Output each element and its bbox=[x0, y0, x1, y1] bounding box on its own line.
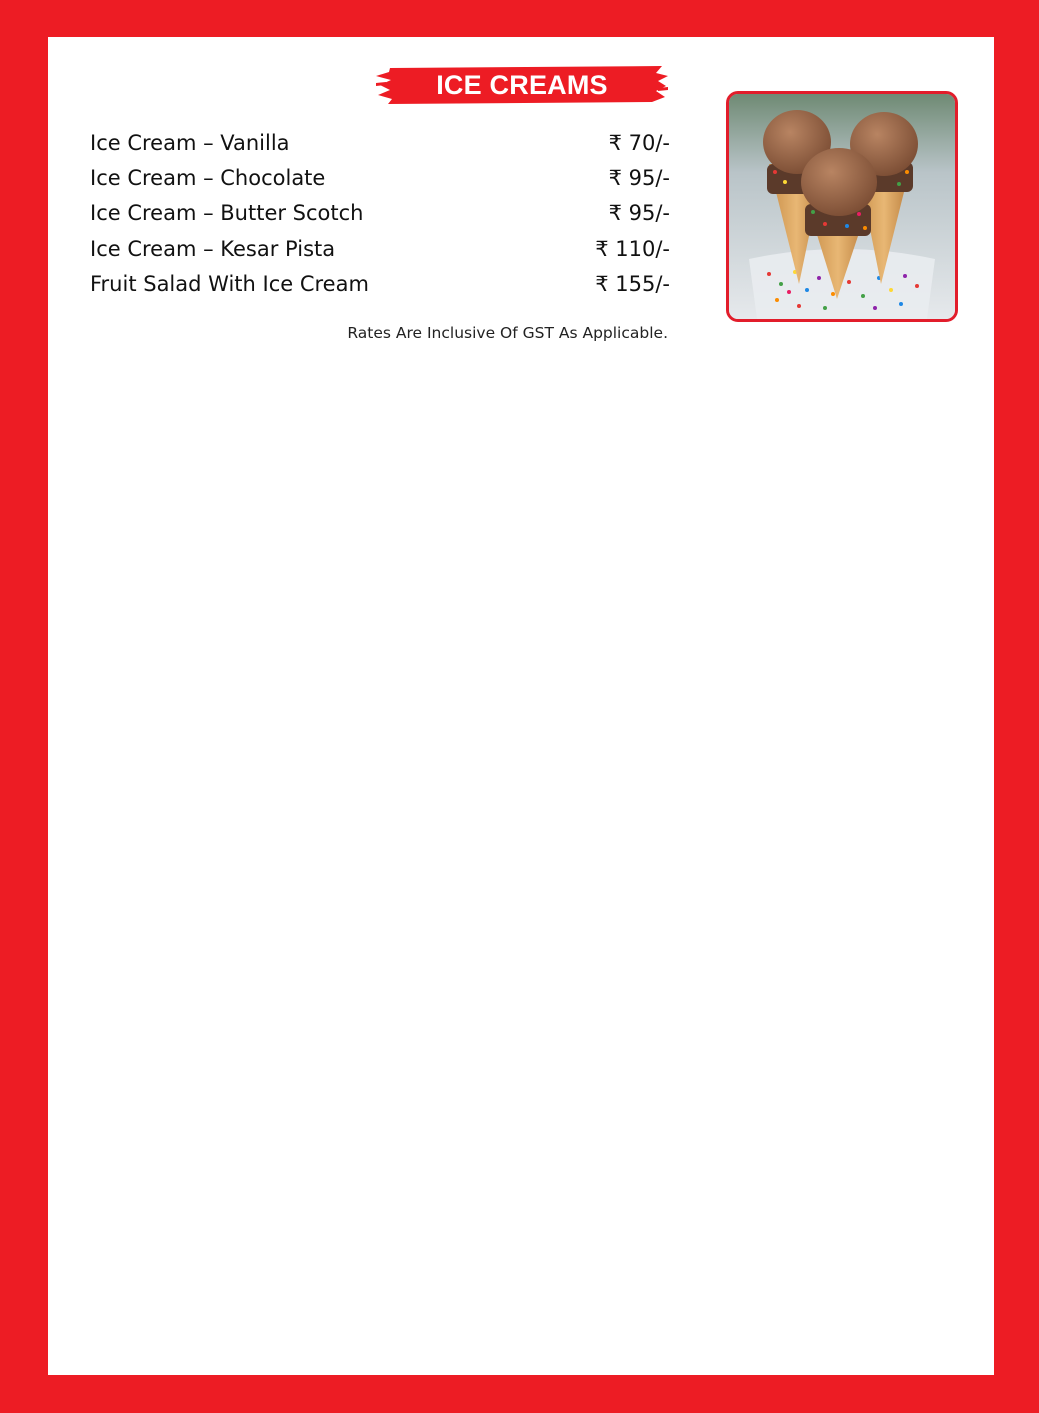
menu-item bbox=[90, 231, 670, 266]
menu-item bbox=[90, 266, 670, 301]
menu-item-name: Ice Cream – Kesar Pista bbox=[90, 236, 336, 261]
menu-item-name: Fruit Salad With Ice Cream bbox=[90, 271, 369, 296]
menu-page bbox=[48, 37, 994, 1375]
ice-cream-photo bbox=[726, 91, 958, 322]
menu-list bbox=[90, 125, 670, 301]
gst-note: Rates Are Inclusive Of GST As Applicable. bbox=[347, 324, 668, 342]
menu-item-price: ₹ 70/- bbox=[608, 130, 670, 155]
menu-item-name: Ice Cream – Chocolate bbox=[90, 165, 326, 190]
section-title-banner bbox=[376, 64, 668, 106]
menu-item-price: ₹ 95/- bbox=[608, 201, 670, 226]
menu-item-price: ₹ 110/- bbox=[595, 236, 670, 261]
menu-item bbox=[90, 160, 670, 195]
ice-cream-cones-photo-icon bbox=[729, 94, 955, 319]
menu-item-price: ₹ 95/- bbox=[608, 165, 670, 190]
menu-item-name: Ice Cream – Vanilla bbox=[90, 130, 290, 155]
menu-item-name: Ice Cream – Butter Scotch bbox=[90, 201, 364, 226]
menu-item-price: ₹ 155/- bbox=[595, 271, 670, 296]
menu-item bbox=[90, 196, 670, 231]
section-title: ICE CREAMS bbox=[436, 70, 608, 100]
menu-item bbox=[90, 125, 670, 160]
